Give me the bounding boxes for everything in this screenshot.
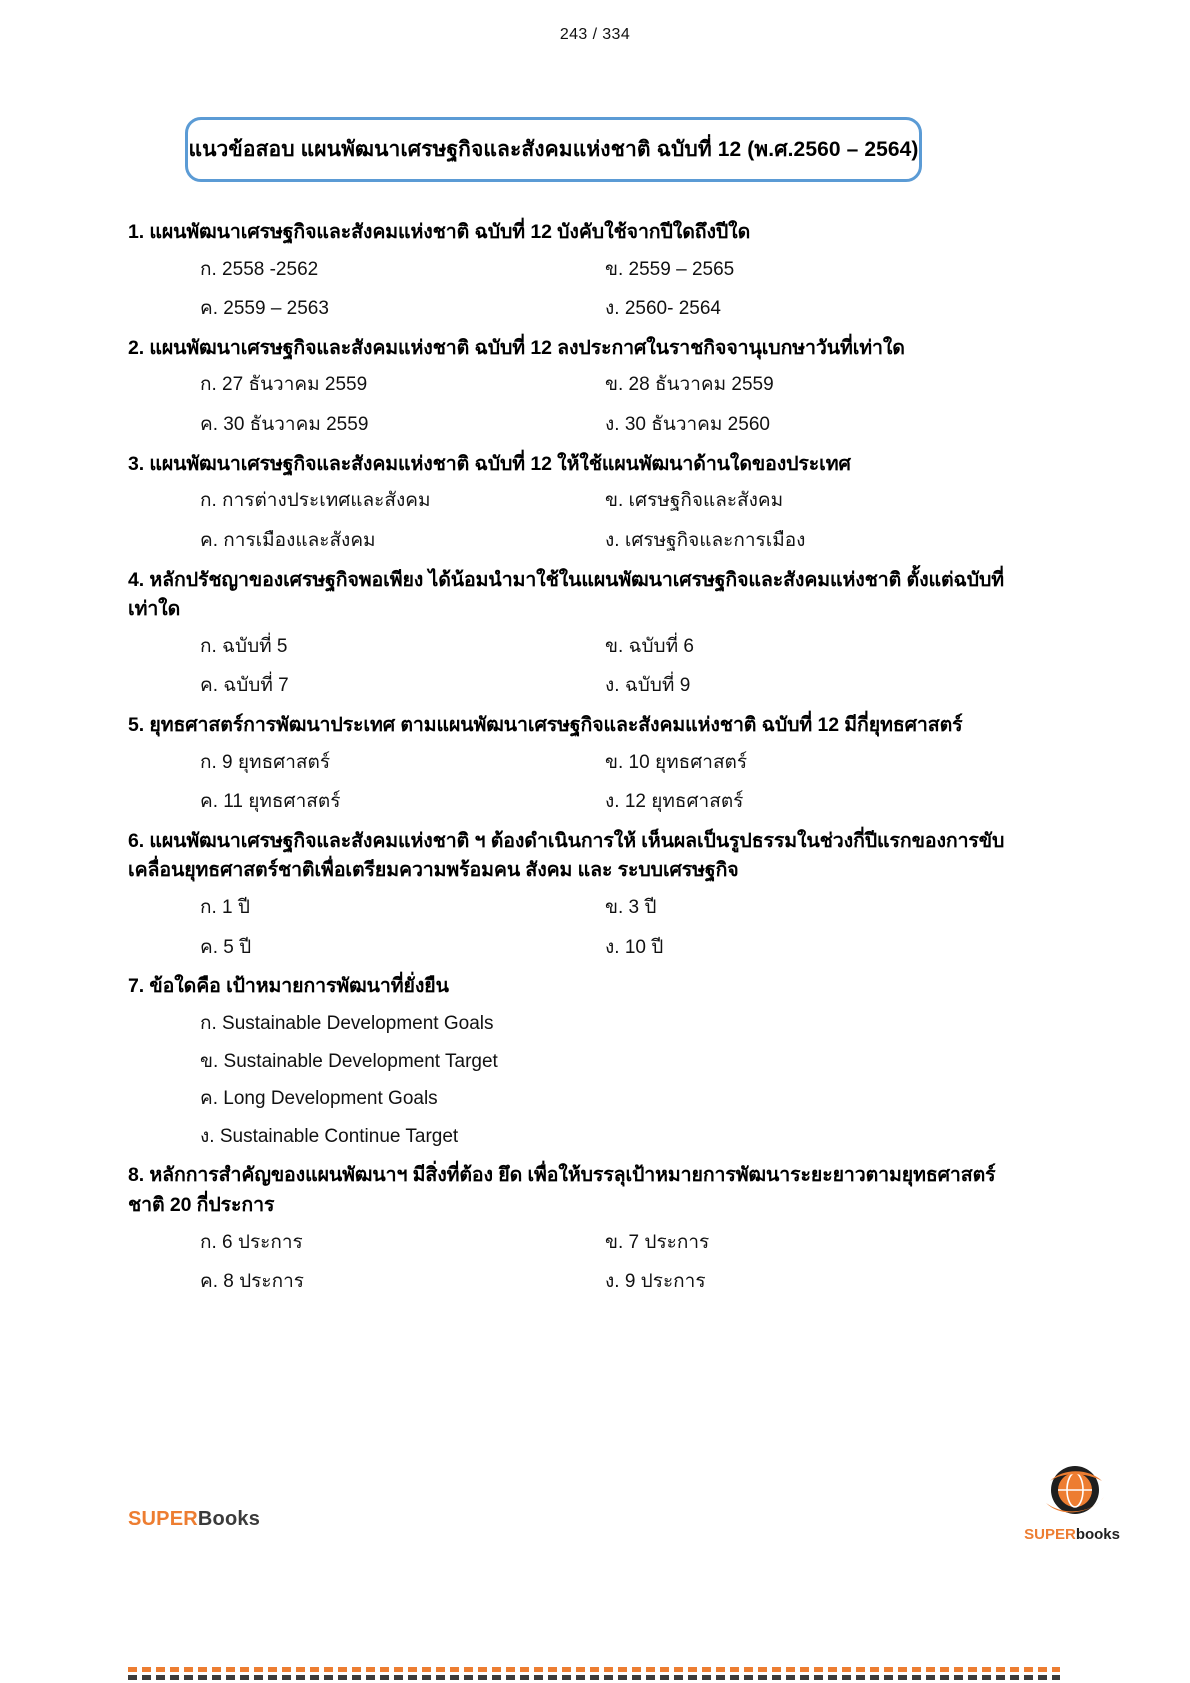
choice-option[interactable]: ง. 2560- 2564 <box>605 298 721 320</box>
question-item <box>128 827 1008 966</box>
footer-brand-super: SUPER <box>128 1508 198 1530</box>
choice-option[interactable]: ค. 8 ประการ <box>200 1271 304 1293</box>
footer-brand-books: Books <box>197 1508 261 1530</box>
choice-option[interactable]: ค. การเมืองและสังคม <box>200 529 376 551</box>
footer-divider-dark <box>128 1675 1060 1680</box>
choice-option[interactable]: ข. 10 ยุทธศาสตร์ <box>605 751 748 773</box>
question-item <box>128 1161 1008 1300</box>
choice-option[interactable]: ก. 6 ประการ <box>200 1231 303 1253</box>
superbooks-logo <box>1010 1463 1120 1549</box>
choice-option[interactable]: ง. 12 ยุทธศาสตร์ <box>605 791 744 813</box>
choice-option[interactable]: ก. ฉบับที่ 5 <box>200 635 288 657</box>
choice-group <box>128 251 1008 328</box>
choice-group <box>128 1005 1008 1155</box>
choice-option[interactable]: ค. ฉบับที่ 7 <box>200 675 289 697</box>
logo-word-books: books <box>1075 1526 1120 1543</box>
footer <box>128 1491 1120 1543</box>
choice-group <box>128 744 1008 821</box>
question-text: 2. แผนพัฒนาเศรษฐกิจและสังคมแห่งชาติ ฉบับที่ 12 ลงประกาศในราชกิจจานุเบกษาวันที่เท่าใด <box>128 336 905 359</box>
choice-option[interactable]: ก. Sustainable Development Goals <box>200 1012 494 1034</box>
footer-brand <box>128 1508 260 1531</box>
choice-option[interactable]: ข. 7 ประการ <box>605 1231 710 1253</box>
choice-option[interactable]: ข. 3 ปี <box>605 897 657 919</box>
choice-group <box>128 366 1008 443</box>
choice-option[interactable]: ก. 9 ยุทธศาสตร์ <box>200 751 331 773</box>
choice-option[interactable]: ค. 2559 – 2563 <box>200 298 329 320</box>
choice-option[interactable]: ข. 2559 – 2565 <box>605 258 735 280</box>
question-text: 7. ข้อใดคือ เป้าหมายการพัฒนาที่ยั่งยืน <box>128 975 449 998</box>
choice-group <box>128 1224 1008 1301</box>
choice-option[interactable]: ง. 9 ประการ <box>605 1271 706 1293</box>
choice-group <box>128 628 1008 705</box>
globe-swoosh-icon <box>1044 1463 1106 1523</box>
choice-option[interactable]: ค. Long Development Goals <box>200 1088 438 1110</box>
question-item <box>128 566 1008 705</box>
choice-option[interactable]: ข. ฉบับที่ 6 <box>605 635 694 657</box>
choice-option[interactable]: ข. เศรษฐกิจและสังคม <box>605 490 784 512</box>
choice-option[interactable]: ข. 28 ธันวาคม 2559 <box>605 374 774 396</box>
question-text: 3. แผนพัฒนาเศรษฐกิจและสังคมแห่งชาติ ฉบับที่ 12 ให้ใช้แผนพัฒนาด้านใดของประเทศ <box>128 452 851 475</box>
question-item <box>128 972 1008 1155</box>
question-item <box>128 218 1008 328</box>
choice-option[interactable]: ก. 27 ธันวาคม 2559 <box>200 374 368 396</box>
question-text: 1. แผนพัฒนาเศรษฐกิจและสังคมแห่งชาติ ฉบับที่ 12 บังคับใช้จากปีใดถึงปีใด <box>128 221 751 243</box>
question-text: 8. หลักการสำคัญของแผนพัฒนาฯ มีสิ่งที่ต้อง ยึด เพื่อให้บรรลุเป้าหมายการพัฒนาระยะยาวตามยุทธศาสตร์ชาติ 20 กี่ประการ <box>128 1164 996 1216</box>
question-text: 4. หลักปรัชญาของเศรษฐกิจพอเพียง ได้น้อมนำมาใช้ในแผนพัฒนาเศรษฐกิจและสังคมแห่งชาติ ตั้งแต่ฉบับที่ เท่าใด <box>128 568 1005 621</box>
choice-option[interactable]: ง. เศรษฐกิจและการเมือง <box>605 529 806 551</box>
question-item <box>128 450 1008 560</box>
choice-option[interactable]: ค. 30 ธันวาคม 2559 <box>200 414 369 436</box>
question-item <box>128 334 1008 444</box>
choice-group <box>128 482 1008 559</box>
choice-group <box>128 889 1008 966</box>
logo-word-super: SUPER <box>1024 1526 1076 1543</box>
choice-option[interactable]: ข. Sustainable Development Target <box>200 1050 498 1072</box>
choice-option[interactable]: ง. 30 ธันวาคม 2560 <box>605 414 770 436</box>
question-item <box>128 711 1008 821</box>
choice-option[interactable]: ง. 10 ปี <box>605 936 664 958</box>
footer-divider-orange <box>128 1667 1060 1672</box>
page-indicator: 243 / 334 <box>559 26 631 43</box>
choice-option[interactable]: ค. 5 ปี <box>200 936 252 958</box>
choice-option[interactable]: ง. Sustainable Continue Target <box>200 1125 459 1147</box>
choice-option[interactable]: ก. การต่างประเทศและสังคม <box>200 490 431 512</box>
choice-option[interactable]: ก. 1 ปี <box>200 897 250 919</box>
page-title: แนวข้อสอบ แผนพัฒนาเศรษฐกิจและสังคมแห่งชาติ ฉบับที่ 12 (พ.ศ.2560 – 2564) <box>188 138 919 161</box>
choice-option[interactable]: ง. ฉบับที่ 9 <box>605 675 691 697</box>
question-text: 6. แผนพัฒนาเศรษฐกิจและสังคมแห่งชาติ ฯ ต้องดำเนินการให้ เห็นผลเป็นรูปธรรมในช่วงกี่ปีแรกของการขับเคลื่อนยุทธศาสตร์ชาติเพื่อเตรียมความพร้อมคน สังคม และ ระบบเศรษฐกิจ <box>128 829 1005 882</box>
choice-option[interactable]: ค. 11 ยุทธศาสตร์ <box>200 791 341 813</box>
logo-wordmark <box>1024 1526 1120 1543</box>
question-text: 5. ยุทธศาสตร์การพัฒนาประเทศ ตามแผนพัฒนาเศรษฐกิจและสังคมแห่งชาติ ฉบับที่ 12 มีกี่ยุทธศาสตร์ <box>128 714 963 736</box>
question-list <box>128 218 1008 1307</box>
exam-title-box <box>185 117 922 182</box>
choice-option[interactable]: ก. 2558 -2562 <box>200 258 319 280</box>
